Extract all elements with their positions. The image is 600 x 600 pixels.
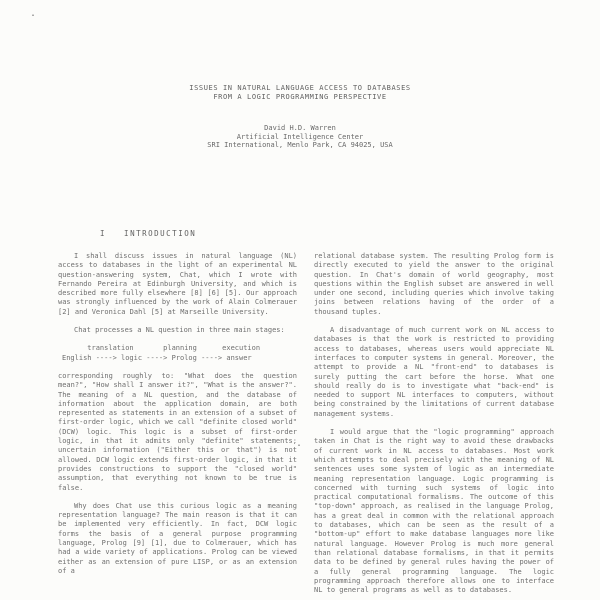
- body-columns: [58, 252, 554, 600]
- paper-header: [0, 84, 600, 150]
- right-column: [314, 252, 554, 600]
- paper-title-line2: FROM A LOGIC PROGRAMMING PERSPECTIVE: [213, 93, 387, 101]
- stages-diagram: [58, 344, 297, 363]
- section-heading-introduction: I INTRODUCTION: [100, 229, 197, 238]
- paragraph: I shall discuss issues in natural language (NL) access to databases in the light of an experimental NL question-answering system, Chat, which I wrote with Fernando Pereira at Edinburgh University, and which is described more fully elsewhere [8] [6] [5]. Our approach was strongly influenced by the work of Alain Colmerauer [2] and Veronica Dahl [5] at Marseille University.: [58, 252, 297, 316]
- diagram-stage-labels: translation planning execution: [62, 344, 261, 353]
- diagram-pipeline-line: English ----> logic ----> Prolog ----> answer: [62, 353, 252, 362]
- paragraph: Chat processes a NL question in three main stages:: [74, 326, 285, 335]
- author-affiliation-1: Artificial Intelligence Center: [236, 132, 364, 141]
- paper-title-line1: ISSUES IN NATURAL LANGUAGE ACCESS TO DATABASES: [189, 84, 411, 92]
- author-name: David H.D. Warren: [264, 124, 336, 132]
- paragraph: relational database system. The resulting Prolog form is directly executed to yield the answer to the original question. In Chat's domain of world geography, most questions within the English subset are answered in well under one second, including queries which involve taking joins between relations having of the order of a thousand tuples.: [314, 252, 554, 316]
- paper-title: [0, 84, 600, 102]
- paragraph: corresponding roughly to: "What does the question mean?", "How shall I answer it?", "What is the answer?". The meaning of a NL question, and the database of information about the application domain, are both represented as statements in an extension of a subset of first-order logic, which we call "definite closed world" (DCW) logic. This logic is a subset of first-order logic, in that it admits only "definite" statements; uncertain information ("Either this or that") is not allowed. DCW logic extends first-order logic, in that it provides constructions to support the "closed world" assumption, that everything not known to be true is false.: [58, 371, 297, 492]
- author-block: [0, 124, 600, 150]
- scan-artifact: .: [296, 438, 303, 449]
- left-column: [58, 252, 297, 600]
- author-affiliation-2: SRI International, Menlo Park, CA 94025, USA: [207, 141, 393, 149]
- scan-artifact: .: [30, 8, 37, 19]
- paragraph: Why does Chat use this curious logic as a meaning representation language? The main reason is that it can be implemented very efficiently. In fact, DCW logic forms the basis of a general purpose programming language, Prolog [9] [1], due to Colmerauer, which has had a wide variety of applications. Prolog can be viewed either as an extension of pure LISP, or as an extension of a: [58, 501, 297, 575]
- paragraph: A disadvantage of much current work on NL access to databases is that the work is restricted to providing access to databases, whereas users would appreciate NL interfaces to computer systems in general. Moreover, the attempt to provide a NL "front-end" to databases is surely putting the cart before the horse. What one should really do is to investigate what "back-end" is needed to support NL interfaces to computers, without being constrained by the limitations of current database management systems.: [314, 326, 554, 418]
- paragraph: I would argue that the "logic programming" approach taken in Chat is the right way to avoid these drawbacks of current work in NL access to databases. Most work which attempts to deal precisely with the meaning of NL sentences uses some system of logic as an intermediate meaning representation language. Logic programming is concerned with turning such systems of logic into practical computational formalisms. The outcome of this "top-down" approach, as realised in the language Prolog, has a great deal in common with the relational approach to databases, which can be seen as the result of a "bottom-up" effort to make database languages more like natural language. However Prolog is much more general than relational database formalisms, in that it permits data to be defined by general rules having the power of a fully general programming language. The logic programming approach therefore allows one to interface NL to general programs as well as to databases.: [314, 428, 554, 595]
